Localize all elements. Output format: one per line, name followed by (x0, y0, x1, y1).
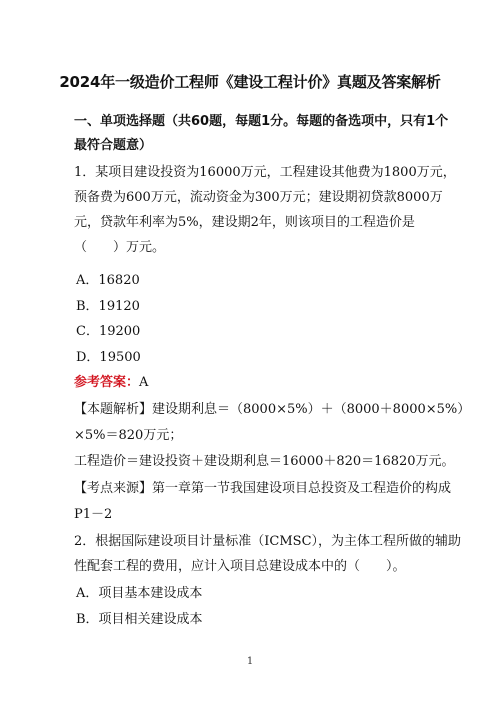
q1-text-line1: 1．某项目建设投资为16000万元，工程建设其他费为1800万元， (74, 165, 456, 180)
q1-text-line2: 预备费为600万元，流动资金为300万元；建设期初贷款8000万 (74, 190, 443, 205)
section-heading-line1: 一、单项选择题（共60题，每题1分。每题的备选项中，只有1个 (74, 114, 449, 129)
q1-analysis-line2: ×5%＝820万元； (74, 428, 183, 443)
q2-text-line2: 性配套工程的费用，应计入项目总建设成本中的（ ）。 (74, 559, 406, 574)
q1-source-line1: 【考点来源】第一章第一节我国建设项目总投资及工程造价的构成 (74, 481, 452, 496)
q1-analysis-line1: 【本题解析】建设期利息＝（8000×5%）＋（8000＋8000×5%） (74, 402, 471, 417)
q1-text-line3: 元，贷款年利率为5%，建设期2年，则该项目的工程造价是 (74, 215, 415, 230)
page-title: 2024年一级造价工程师《建设工程计价》真题及答案解析 (59, 73, 441, 91)
q1-option-c: C．19200 (76, 324, 141, 339)
q2-text-line1: 2．根据国际建设项目计量标准（ICMSC），为主体工程所做的辅助 (74, 534, 462, 549)
q1-answer (74, 374, 148, 392)
q1-analysis-line3: 工程造价＝建设投资＋建设期利息＝16000＋820＝16820万元。 (74, 454, 455, 469)
q1-option-d: D．19500 (76, 350, 141, 365)
answer-value: A (139, 375, 149, 390)
answer-label: 参考答案： (74, 375, 140, 390)
q2-option-b: B．项目相关建设成本 (76, 612, 203, 627)
section-heading-line2: 最符合题意） (74, 138, 153, 153)
q1-option-a: A．16820 (76, 273, 140, 288)
q2-option-a: A．项目基本建设成本 (76, 586, 203, 601)
q1-source-line2: P1－2 (74, 507, 113, 522)
q1-text-line4: （ ）万元。 (74, 240, 166, 255)
page-number: 1 (246, 656, 254, 667)
q1-option-b: B．19120 (76, 299, 140, 314)
